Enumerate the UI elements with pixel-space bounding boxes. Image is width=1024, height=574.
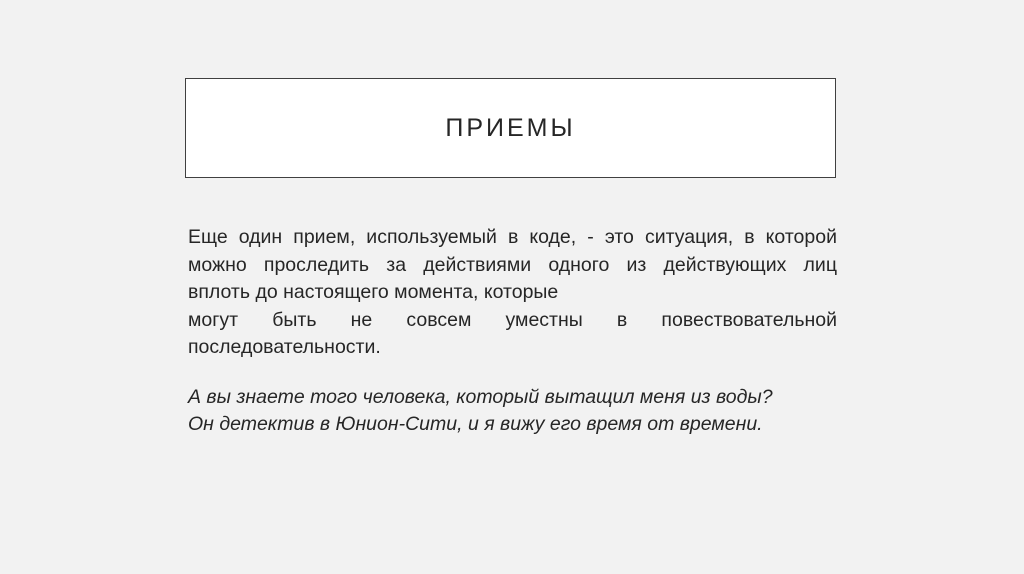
body-line-4: могут быть не совсем уместны в повествовательной — [188, 308, 837, 331]
body-line-5: последовательности. — [188, 336, 381, 358]
body-paragraph — [188, 224, 837, 362]
body-line-1: Еще один прием, используемый в коде, - это ситуация, в которой — [188, 226, 837, 248]
body-line-3: вплоть до настоящего момента, которые — [188, 281, 559, 303]
quote-line-2: Он детектив в Юнион-Сити, и я вижу его время от времени. — [188, 413, 763, 435]
quote-paragraph — [188, 384, 837, 439]
slide-title: ПРИЕМЫ — [445, 113, 576, 142]
quote-line-1: А вы знаете того человека, который вытащил меня из воды? — [188, 385, 773, 408]
title-box — [185, 78, 836, 178]
body-line-2: можно проследить за действиями одного из действующих лиц — [188, 253, 837, 276]
slide-content — [188, 224, 837, 439]
